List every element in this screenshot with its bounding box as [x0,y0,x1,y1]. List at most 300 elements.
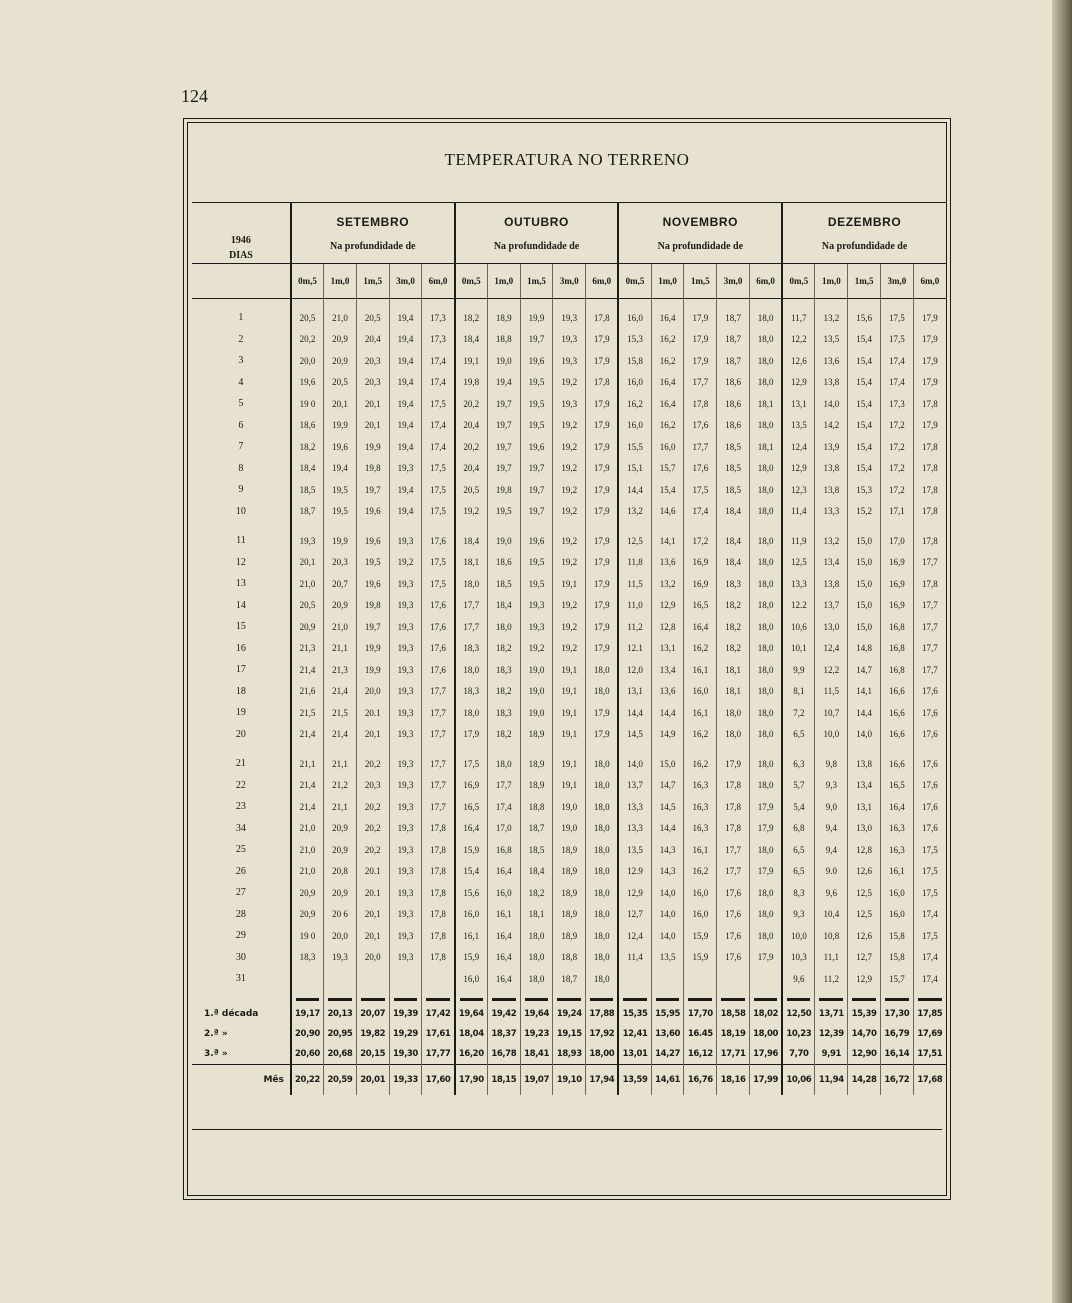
temperature-cell: 17,8 [717,796,750,818]
temperature-cell: 17,9 [749,796,782,818]
temperature-cell: 15,6 [455,882,488,904]
day-number: 22 [235,779,246,791]
temperature-cell: 21,4 [324,681,357,703]
summary-value: 13,60 [651,1024,684,1044]
summary-label: 3.ª » [204,1048,228,1059]
temperature-cell: 19,1 [455,350,488,372]
temperature-cell: 18,0 [586,745,619,775]
separator-bar [356,990,389,1004]
temperature-cell: 16,5 [455,796,488,818]
temperature-cell: 16,8 [880,638,913,660]
temperature-cell: 17,6 [913,681,946,703]
summary-value: 17,68 [913,1064,946,1095]
day-number: 21 [235,758,246,770]
temperature-cell: 14,0 [651,904,684,926]
temperature-cell: 18,7 [717,329,750,351]
separator-bar [422,990,455,1004]
temperature-cell: 18,5 [717,479,750,501]
temperature-cell: 16,3 [684,775,717,797]
temperature-cell: 17,7 [913,552,946,574]
temperature-cell: 19,0 [520,702,553,724]
temperature-cell: 14,0 [848,724,881,746]
temperature-cell: 17,7 [684,436,717,458]
temperature-cell: 19,9 [356,436,389,458]
temperature-cell: 13,2 [815,299,848,329]
temperature-cell: 20,1 [356,724,389,746]
summary-value: 13,71 [815,1004,848,1024]
temperature-cell: 17,5 [455,745,488,775]
temperature-cell: 19,2 [553,436,586,458]
day-number: 3 [238,355,244,367]
temperature-cell: 10,8 [815,925,848,947]
temperature-cell: 17,5 [913,925,946,947]
temperature-cell: 20.1 [356,882,389,904]
temperature-cell: 18,4 [717,552,750,574]
temperature-cell: 18,0 [749,882,782,904]
temperature-cell: 17,7 [455,595,488,617]
temperature-cell: 17,5 [422,479,455,501]
temperature-cell: 18,0 [586,861,619,883]
summary-value: 18,19 [717,1024,750,1044]
day-number: 27 [235,887,246,899]
depth-header: 0m,5 [455,264,488,299]
temperature-cell: 19,1 [553,573,586,595]
temperature-cell: 17,7 [913,595,946,617]
temperature-cell: 18,0 [749,839,782,861]
temperature-cell: 16,4 [487,968,520,990]
temperature-cell: 12,9 [782,458,815,480]
temperature-cell: 17,8 [913,501,946,523]
temperature-cell: 15,6 [848,299,881,329]
temperature-cell: 15,9 [455,839,488,861]
temperature-cell: 18,0 [487,745,520,775]
temperature-cell: 12,2 [815,659,848,681]
temperature-cell: 19,0 [553,796,586,818]
separator-bar [815,990,848,1004]
summary-value: 12,90 [848,1044,881,1065]
summary-value: 17,60 [422,1064,455,1095]
temperature-cell: 17,8 [586,299,619,329]
temperature-cell: 13,7 [618,775,651,797]
day-number: 1 [238,312,244,324]
temperature-cell: 11,5 [618,573,651,595]
temperature-cell: 17,5 [880,299,913,329]
temperature-cell: 19,5 [324,479,357,501]
temperature-cell: 14,7 [651,775,684,797]
temperature-cell: 16,4 [684,616,717,638]
temperature-cell: 14,5 [651,796,684,818]
temperature-cell: 20,8 [324,861,357,883]
temperature-cell: 15,0 [848,552,881,574]
temperature-cell: 21,0 [291,573,324,595]
temperature-cell: 12,5 [848,882,881,904]
temperature-cell: 17,9 [586,552,619,574]
day-number: 7 [238,441,244,453]
temperature-cell: 16,3 [880,818,913,840]
temperature-cell: 16,4 [651,372,684,394]
temperature-cell: 16,4 [487,861,520,883]
summary-value: 17,71 [717,1044,750,1065]
temperature-cell: 18,2 [487,638,520,660]
depth-header: 0m,5 [782,264,815,299]
temperature-cell: 13,5 [651,947,684,969]
depth-subtitle: Na profundidade de [618,235,782,263]
summary-value: 18,58 [717,1004,750,1024]
depth-header: 3m,0 [880,264,913,299]
temperature-cell: 18,0 [749,681,782,703]
temperature-cell: 12,7 [848,947,881,969]
temperature-cell: 15,0 [848,616,881,638]
temperature-cell: 14,6 [651,501,684,523]
temperature-cell: 19,6 [291,372,324,394]
summary-value: 20,07 [356,1004,389,1024]
temperature-cell: 20,4 [356,329,389,351]
temperature-cell: 16,1 [487,904,520,926]
temperature-cell: 14,3 [651,839,684,861]
temperature-cell: 17,6 [422,638,455,660]
summary-value: 19,64 [520,1004,553,1024]
day-number: 20 [235,728,246,740]
month-header-setembro: SETEMBRO [291,203,455,236]
table-row [192,552,946,574]
temperature-cell: 12,9 [651,595,684,617]
summary-value: 17,69 [913,1024,946,1044]
table-row [192,925,946,947]
temperature-cell: 16,2 [651,329,684,351]
page-number: 124 [181,86,208,106]
summary-value: 18,41 [520,1044,553,1065]
depth-header: 1m,5 [684,264,717,299]
separator-bar [586,990,619,1004]
temperature-cell: 17,6 [717,904,750,926]
temperature-cell [324,968,357,990]
temperature-cell: 15,4 [651,479,684,501]
temperature-cell: 17,9 [586,702,619,724]
temperature-cell: 19,5 [487,501,520,523]
temperature-cell: 17,8 [913,479,946,501]
temperature-cell: 16,2 [684,745,717,775]
summary-value: 10,06 [782,1064,815,1095]
summary-value: 16,72 [880,1064,913,1095]
depth-header: 1m,5 [848,264,881,299]
separator-bar [291,990,324,1004]
temperature-cell: 17,9 [717,745,750,775]
decade-mean-row [192,1024,946,1044]
temperature-cell: 18,1 [717,681,750,703]
temperature-cell: 17,6 [422,595,455,617]
temperature-cell: 12,4 [782,436,815,458]
temperature-cell: 18,3 [455,638,488,660]
temperature-cell: 12.2 [782,595,815,617]
temperature-cell: 18,2 [455,299,488,329]
separator-bar [553,990,586,1004]
temperature-cell: 12,5 [618,522,651,552]
temperature-cell: 18,8 [487,329,520,351]
temperature-cell: 17,3 [880,393,913,415]
temperature-cell: 20,3 [324,552,357,574]
temperature-cell: 21,0 [291,861,324,883]
temperature-cell: 15,0 [848,573,881,595]
temperature-cell: 16,4 [651,393,684,415]
temperature-cell: 19,1 [553,681,586,703]
summary-value: 18,00 [749,1024,782,1044]
temperature-cell: 17,5 [422,552,455,574]
temperature-cell: 6,3 [782,745,815,775]
temperature-cell: 21,5 [291,702,324,724]
temperature-cell: 17,4 [422,350,455,372]
separator-bar [651,990,684,1004]
temperature-cell: 18,2 [487,724,520,746]
temperature-cell: 15,0 [651,745,684,775]
summary-value: 16.45 [684,1024,717,1044]
temperature-cell: 15,9 [684,925,717,947]
temperature-cell: 19,5 [520,573,553,595]
temperature-cell: 19,5 [520,415,553,437]
temperature-cell: 17,4 [913,968,946,990]
temperature-cell: 20,1 [356,925,389,947]
separator-bar [782,990,815,1004]
table-row [192,458,946,480]
temperature-cell: 17,9 [586,501,619,523]
temperature-cell: 13,8 [815,458,848,480]
temperature-cell: 17,7 [422,702,455,724]
temperature-cell: 19,5 [520,552,553,574]
table-row [192,947,946,969]
temperature-cell: 18,0 [749,638,782,660]
day-number: 4 [238,376,244,388]
temperature-cell: 13,5 [815,329,848,351]
temperature-cell: 17,2 [880,415,913,437]
summary-label: Mês [192,1064,291,1095]
temperature-cell: 12.1 [618,638,651,660]
temperature-cell: 13,5 [618,839,651,861]
temperature-cell: 15,8 [880,925,913,947]
temperature-cell: 17,9 [913,415,946,437]
temperature-cell: 19 0 [291,393,324,415]
temperature-cell [717,968,750,990]
temperature-cell: 17,9 [455,724,488,746]
temperature-cell: 18,2 [717,616,750,638]
depth-header: 1m,0 [324,264,357,299]
temperature-cell: 20,1 [356,904,389,926]
temperature-cell: 20,2 [356,818,389,840]
temperature-cell: 11,9 [782,522,815,552]
temperature-cell: 15,4 [848,436,881,458]
temperature-cell: 17,8 [422,925,455,947]
day-number: 23 [235,801,246,813]
temperature-cell: 18,1 [749,436,782,458]
temperature-cell: 13,4 [651,659,684,681]
day-number: 11 [236,535,246,547]
day-number: 14 [235,599,246,611]
temperature-cell: 18,9 [553,839,586,861]
summary-value: 20,01 [356,1064,389,1095]
temperature-cell: 16,0 [880,904,913,926]
temperature-cell: 19,4 [389,436,422,458]
temperature-cell: 16,0 [455,968,488,990]
temperature-cell: 19,4 [389,299,422,329]
day-number: 25 [235,844,246,856]
temperature-cell: 10,0 [782,925,815,947]
temperature-cell: 18,0 [749,745,782,775]
day-number: 15 [235,621,246,633]
temperature-cell: 19,2 [553,595,586,617]
temperature-cell: 18,0 [586,775,619,797]
summary-value: 18,93 [553,1044,586,1065]
temperature-cell: 19,8 [356,595,389,617]
temperature-cell: 18,0 [586,681,619,703]
day-number: 17 [235,664,246,676]
temperature-cell: 11,8 [618,552,651,574]
temperature-cell: 12,5 [848,904,881,926]
summary-value: 19,82 [356,1024,389,1044]
temperature-cell: 20,0 [291,350,324,372]
temperature-cell: 17,4 [422,415,455,437]
summary-value: 16,14 [880,1044,913,1065]
temperature-cell: 16,0 [880,882,913,904]
temperature-cell: 17,5 [422,458,455,480]
temperature-cell: 16,0 [618,415,651,437]
temperature-cell: 18,0 [749,458,782,480]
temperature-cell: 9,0 [815,796,848,818]
temperature-cell: 21,4 [291,775,324,797]
temperature-cell: 17,7 [422,681,455,703]
summary-value: 19,23 [520,1024,553,1044]
summary-value: 19,64 [455,1004,488,1024]
separator-row [192,990,946,1004]
table-row [192,818,946,840]
temperature-cell: 16,2 [684,724,717,746]
temperature-cell: 12,0 [618,659,651,681]
temperature-cell: 20,1 [291,552,324,574]
temperature-cell: 19,9 [356,659,389,681]
temperature-cell: 18,5 [520,839,553,861]
temperature-cell: 16,6 [880,681,913,703]
temperature-cell: 6,5 [782,839,815,861]
depth-header: 6m,0 [422,264,455,299]
temperature-cell: 15,4 [848,329,881,351]
temperature-cell: 20,9 [291,616,324,638]
temperature-cell: 15,9 [684,947,717,969]
separator-bar [520,990,553,1004]
temperature-cell: 18,0 [586,659,619,681]
temperature-cell: 11,2 [618,616,651,638]
temperature-cell: 11,4 [782,501,815,523]
temperature-cell: 16,0 [684,681,717,703]
temperature-cell: 18,9 [553,861,586,883]
depth-header: 3m,0 [389,264,422,299]
temperature-cell: 17,5 [422,393,455,415]
temperature-cell: 17,9 [586,436,619,458]
temperature-cell: 16,5 [880,775,913,797]
summary-value: 17,94 [586,1064,619,1095]
temperature-cell: 19,2 [553,415,586,437]
temperature-cell: 19,2 [553,479,586,501]
temperature-cell: 21,4 [291,796,324,818]
temperature-cell: 6,8 [782,818,815,840]
temperature-cell: 21,4 [291,724,324,746]
temperature-cell: 18,0 [586,818,619,840]
temperature-cell: 14,9 [651,724,684,746]
summary-value: 20,59 [324,1064,357,1095]
temperature-cell: 18,0 [749,415,782,437]
temperature-cell: 19,4 [389,350,422,372]
temperature-cell: 18,0 [749,925,782,947]
temperature-cell: 18,0 [455,702,488,724]
temperature-cell: 21,1 [291,745,324,775]
temperature-cell [651,968,684,990]
depth-header: 1m,0 [651,264,684,299]
temperature-cell: 17,4 [422,372,455,394]
temperature-cell: 15,4 [848,415,881,437]
temperature-cell: 17,9 [749,861,782,883]
temperature-cell: 18,4 [520,861,553,883]
temperature-cell: 19,4 [487,372,520,394]
temperature-cell: 18,0 [749,595,782,617]
temperature-cell: 20.1 [356,702,389,724]
temperature-cell: 18,9 [553,925,586,947]
temperature-cell: 17,4 [913,947,946,969]
separator-bar [324,990,357,1004]
temperature-cell: 17,7 [684,372,717,394]
table-row [192,573,946,595]
summary-value: 19,30 [389,1044,422,1065]
temperature-cell: 18,9 [553,904,586,926]
temperature-cell: 15,4 [455,861,488,883]
temperature-cell: 18,9 [520,775,553,797]
temperature-cell: 18,3 [717,573,750,595]
temperature-cell: 17,5 [913,839,946,861]
table-row [192,616,946,638]
temperature-cell: 15,9 [455,947,488,969]
temperature-cell: 9,6 [815,882,848,904]
temperature-cell [389,968,422,990]
temperature-cell: 20,3 [356,350,389,372]
decade-mean-row [192,1044,946,1065]
day-number: 6 [238,419,244,431]
temperature-cell: 20,5 [324,372,357,394]
temperature-cell: 16,2 [651,350,684,372]
temperature-cell: 17,8 [422,882,455,904]
temperature-cell: 13,6 [651,681,684,703]
temperature-cell: 18,0 [586,796,619,818]
temperature-cell: 6,5 [782,724,815,746]
temperature-cell: 19,6 [520,436,553,458]
temperature-cell: 15,4 [848,393,881,415]
temperature-cell: 5,7 [782,775,815,797]
temperature-cell: 12,2 [782,329,815,351]
table-row [192,479,946,501]
temperature-cell: 17,0 [487,818,520,840]
temperature-cell: 18,0 [586,904,619,926]
summary-value: 17,99 [749,1064,782,1095]
temperature-cell: 16,9 [880,552,913,574]
table-row [192,393,946,415]
temperature-cell: 20,2 [455,436,488,458]
temperature-cell: 18,1 [520,904,553,926]
temperature-cell: 16,3 [684,796,717,818]
temperature-cell: 13,2 [618,501,651,523]
temperature-cell: 19,3 [389,573,422,595]
table-row [192,775,946,797]
temperature-cell: 13,1 [848,796,881,818]
temperature-cell: 17,9 [913,372,946,394]
temperature-cell: 17,7 [913,638,946,660]
temperature-cell: 18,0 [749,329,782,351]
table-row [192,861,946,883]
temperature-cell: 17,8 [913,393,946,415]
summary-value: 11,94 [815,1064,848,1095]
